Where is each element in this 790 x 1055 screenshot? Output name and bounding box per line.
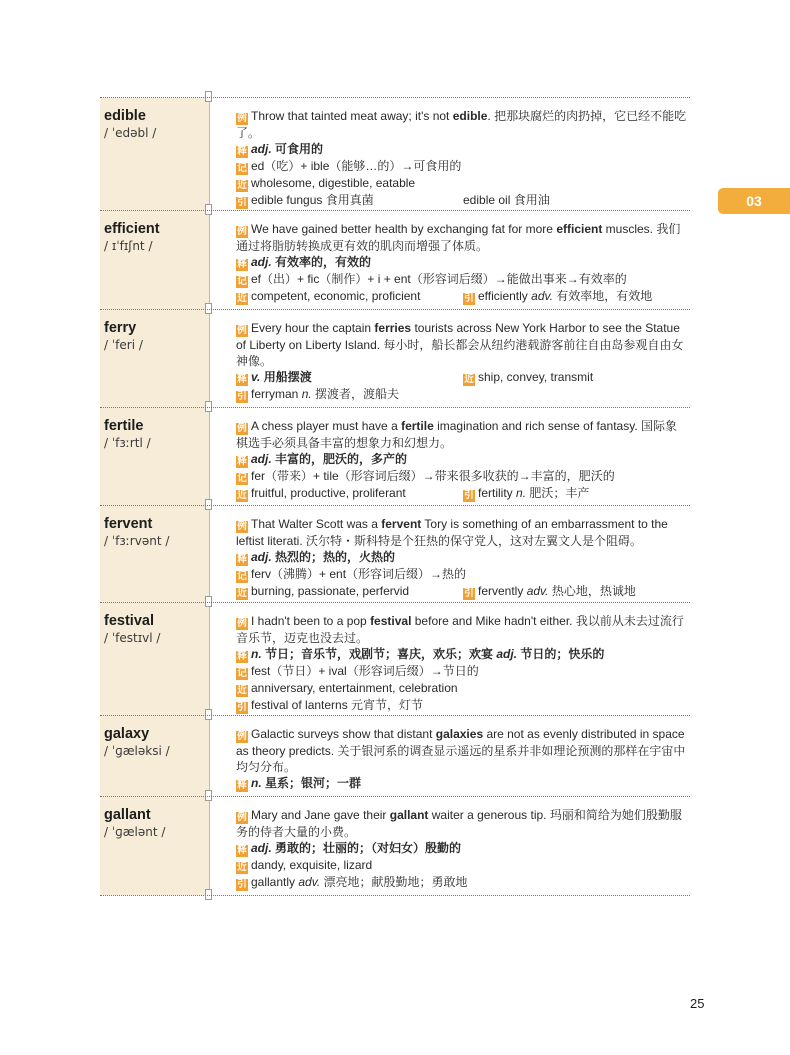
reference-line: 引 festival of lanterns 元宵节，灯节 <box>237 698 424 713</box>
entry-body <box>236 221 688 305</box>
synonym-line: 近 anniversary, entertainment, celebration <box>237 681 458 696</box>
entry-divider <box>100 97 690 98</box>
definition-line: 释 adj. 勇敢的；壮丽的；（对妇女）殷勤的 <box>237 841 462 856</box>
synonym-line: 近 wholesome, digestible, eatable <box>237 176 416 191</box>
definition-tag: 释 <box>237 780 247 791</box>
definition-tag: 释 <box>237 374 247 385</box>
example-line: 例 I hadn't been to a pop festival before and Mike hadn't either. 我以前从未去过流行音乐节，迈克也没去过。 <box>236 614 684 645</box>
example-tag: 例 <box>237 325 247 336</box>
example-tag: 例 <box>237 423 247 434</box>
memory-line: 记 fer（带来）+ tile（形容词后缀）→带来很多收获的→丰富的，肥沃的 <box>237 469 615 484</box>
entry-divider <box>100 505 690 506</box>
example-tag: 例 <box>237 731 247 742</box>
memory-line: 记 ed（吃）+ ible（能够…的）→可食用的 <box>237 159 462 174</box>
entry-divider <box>100 407 690 408</box>
entry-divider <box>100 715 690 716</box>
definition-tag: 释 <box>237 259 247 270</box>
reference-tag: 引 <box>464 588 474 599</box>
reference-inline: 引 efficiently adv. 有效率地，有效地 <box>464 289 653 304</box>
example-line: 例 Mary and Jane gave their gallant waiter a generous tip. 玛丽和简给为她们殷勤服务的侍者大量的小费。 <box>236 808 682 839</box>
headword: ferry <box>104 320 137 336</box>
reference-line: 引 ferryman n. 摆渡者，渡船夫 <box>237 387 400 402</box>
entry-ferry <box>100 309 690 407</box>
reference-inline: 引 fervently adv. 热心地，热诚地 <box>464 584 636 599</box>
reference-tag: 引 <box>237 702 247 713</box>
phonetic: / ˈfɜːrvənt / <box>104 534 170 548</box>
reference-line: 引 edible fungus 食用真菌 edible oil 食用油 <box>237 193 550 208</box>
reference-line: 引 gallantly adv. 漂亮地；献殷勤地；勇敢地 <box>237 875 468 890</box>
definition-line: 释 n. 星系；银河；一群 <box>237 776 362 791</box>
memory-line: 记 ferv（沸腾）+ ent（形容词后缀）→热的 <box>237 567 467 582</box>
headword: galaxy <box>104 726 150 742</box>
synonym-tag: 近 <box>237 180 247 191</box>
example-line: 例 Throw that tainted meat away; it's not edible. 把那块腐烂的肉扔掉，它已经不能吃了。 <box>236 109 687 140</box>
definition-tag: 释 <box>237 651 247 662</box>
entry-fertile <box>100 407 690 505</box>
phonetic: / ˈfestɪvl / <box>104 631 161 645</box>
memory-tag: 记 <box>237 163 247 174</box>
example-tag: 例 <box>237 812 247 823</box>
definition-tag: 释 <box>237 554 247 565</box>
definition-tag: 释 <box>237 845 247 856</box>
synonym-tag: 近 <box>237 490 247 501</box>
chapter-tab[interactable]: 03 <box>718 188 790 214</box>
reference-tag: 引 <box>237 879 247 890</box>
example-line: 例 We have gained better health by exchanging fat for more efficient muscles. 我们通过将脂肪转换成更有效的肌肉而增强了体质。 <box>236 222 681 253</box>
reference-tag: 引 <box>237 197 247 208</box>
headword: festival <box>104 613 154 629</box>
definition-line: 释 adj. 热烈的；热的，火热的 <box>237 550 396 565</box>
synonym-line: 近 burning, passionate, perfervid 引 fervently adv. 热心地，热诚地 <box>237 584 636 599</box>
entry-body <box>236 516 688 600</box>
headword: gallant <box>104 807 151 823</box>
definition-tag: 释 <box>237 146 247 157</box>
definition-line: 释 adj. 有效率的，有效的 <box>237 255 372 270</box>
headword: efficient <box>104 221 160 237</box>
memory-line: 记 ef（出）+ fic（制作）+ i + ent（形容词后缀）→能做出事来→有效率的 <box>237 272 627 287</box>
entry-gallant <box>100 796 690 895</box>
synonym-tag: 近 <box>237 862 247 873</box>
headword: edible <box>104 108 146 124</box>
synonym-inline: 近 ship, convey, transmit <box>464 370 594 385</box>
entry-body <box>236 418 688 502</box>
example-tag: 例 <box>237 113 247 124</box>
phonetic: / ˈfɜːrtl / <box>104 436 151 450</box>
headword: fervent <box>104 516 153 532</box>
synonym-tag: 近 <box>237 685 247 696</box>
bottom-divider <box>100 895 690 896</box>
example-line: 例 A chess player must have a fertile imagination and rich sense of fantasy. 国际象棋选手必须具备丰富的想象力和幻想力。 <box>236 419 677 450</box>
synonym-line: 近 dandy, exquisite, lizard <box>237 858 373 873</box>
reference-inline: 引 fertility n. 肥沃；丰产 <box>464 486 590 501</box>
example-line: 例 Galactic surveys show that distant galaxies are not as evenly distributed in space as theory predicts. 关于银河系的调查显示遥远的星系并非如理论预测的那样在宇宙中均匀分布。 <box>236 727 686 774</box>
phonetic: / ˈɡælənt / <box>104 825 166 839</box>
phonetic: / ɪˈfɪʃnt / <box>104 239 153 253</box>
reference-tag: 引 <box>237 391 247 402</box>
memory-line: 记 fest（节日）+ ival（形容词后缀）→节日的 <box>237 664 479 679</box>
definition-line: 释 n. 节日；音乐节，戏剧节；喜庆，欢乐；欢宴 adj. 节日的；快乐的 <box>237 647 605 662</box>
definition-line: 释 adj. 可食用的 <box>237 142 324 157</box>
definition-line: 释 adj. 丰富的，肥沃的，多产的 <box>237 452 408 467</box>
entry-body <box>236 807 688 891</box>
entry-festival <box>100 602 690 715</box>
entry-divider <box>100 210 690 211</box>
synonym-line: 近 competent, economic, proficient 引 efficiently adv. 有效率地，有效地 <box>237 289 653 304</box>
example-tag: 例 <box>237 226 247 237</box>
memory-tag: 记 <box>237 473 247 484</box>
entry-fervent <box>100 505 690 602</box>
synonym-line: 近 fruitful, productive, proliferant 引 fertility n. 肥沃；丰产 <box>237 486 590 501</box>
synonym-tag: 近 <box>464 374 474 385</box>
synonym-tag: 近 <box>237 588 247 599</box>
memory-tag: 记 <box>237 571 247 582</box>
headword: fertile <box>104 418 144 434</box>
page-number: 25 <box>690 996 705 1011</box>
reference-tag: 引 <box>464 293 474 304</box>
example-tag: 例 <box>237 618 247 629</box>
definition-line: 释 v. 用船摆渡 近 ship, convey, transmit <box>237 370 594 385</box>
example-tag: 例 <box>237 521 247 532</box>
synonym-tag: 近 <box>237 293 247 304</box>
entry-body <box>236 726 688 792</box>
entry-galaxy <box>100 715 690 796</box>
phonetic: / ˈedəbl / <box>104 126 157 140</box>
memory-tag: 记 <box>237 276 247 287</box>
example-line: 例 That Walter Scott was a fervent Tory is something of an embarrassment to the leftist literati. 沃尔特・斯科特是个狂热的保守党人，这对左翼文人是个阻碍。 <box>236 517 668 548</box>
entry-efficient <box>100 210 690 309</box>
entry-body <box>236 108 688 209</box>
definition-tag: 释 <box>237 456 247 467</box>
entry-body <box>236 320 688 403</box>
entry-divider <box>100 309 690 310</box>
memory-tag: 记 <box>237 668 247 679</box>
entry-divider <box>100 602 690 603</box>
entry-edible <box>100 97 690 210</box>
phonetic: / ˈferi / <box>104 338 143 352</box>
entry-divider <box>100 796 690 797</box>
example-line: 例 Every hour the captain ferries tourists across New York Harbor to see the Statue of Liberty on Liberty Island. 每小时，船长都会从纽约港载游客前往自由岛参观自由女神像。 <box>236 321 684 368</box>
entry-body <box>236 613 688 714</box>
phonetic: / ˈɡæləksi / <box>104 744 170 758</box>
reference-tag: 引 <box>464 490 474 501</box>
